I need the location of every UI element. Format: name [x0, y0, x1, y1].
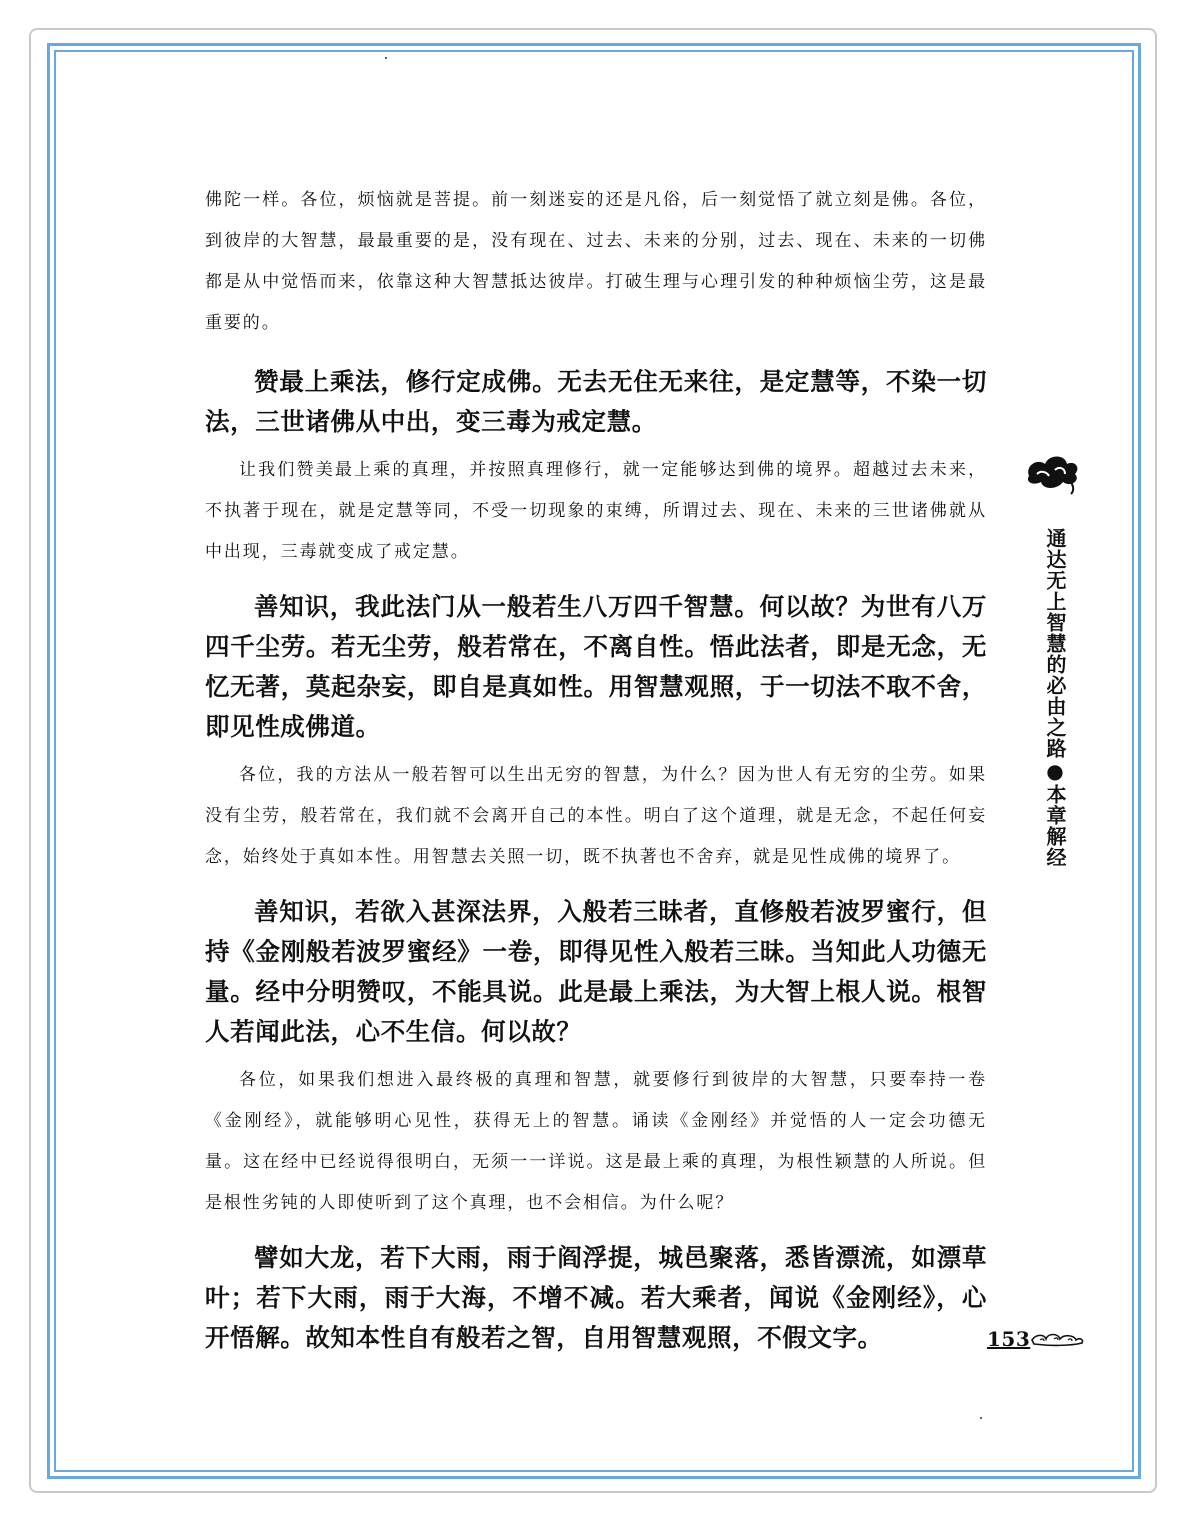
cloud-ornament-icon: [1023, 450, 1083, 498]
sutra-paragraph-4: 譬如大龙，若下大雨，雨于阎浮提，城邑聚落，悉皆漂流，如漂草叶；若下大雨，雨于大海，不增不减。若大乘者，闻说《金刚经》，心开悟解。故知本性自有般若之智，自用智慧观照，不假文字。: [205, 1243, 987, 1352]
commentary-paragraph-4: 各位，如果我们想进入最终极的真理和智慧，就要修行到彼岸的大智慧，只要奉持一卷《金刚经》，就能够明心见性，获得无上的智慧。诵读《金刚经》并觉悟的人一定会功德无量。这在经中已经说得很明白，无须一一详说。这是最上乘的真理，为根性颖慧的人所说。但是根性劣钝的人即使听到了这个真理，也不会相信。为什么呢？: [205, 1070, 987, 1213]
running-head: 通达无上智慧的必由之路●本章解经: [1043, 528, 1067, 868]
sutra-paragraph-1: 赞最上乘法，修行定成佛。无去无住无来往，是定慧等，不染一切法，三世诸佛从中出，变三毒为戒定慧。: [205, 367, 987, 436]
commentary-paragraph-3: 各位，我的方法从一般若智可以生出无穷的智慧，为什么？因为世人有无穷的尘劳。如果没有尘劳，般若常在，我们就不会离开自己的本性。明白了这个道理，就是无念，不起任何妄念，始终处于真如本性。用智慧去关照一切，既不执著也不舍弃，就是见性成佛的境界了。: [205, 765, 987, 867]
scan-speck: [980, 1417, 982, 1419]
page-body: [205, 180, 987, 1358]
scan-speck: [385, 57, 387, 59]
page-number: [987, 1327, 1086, 1351]
sutra-paragraph-3: 善知识，若欲入甚深法界，入般若三昧者，直修般若波罗蜜行，但持《金刚般若波罗蜜经》一卷，即得见性入般若三昧。当知此人功德无量。经中分明赞叹，不能具说。此是最上乘法，为大智上根人说。根智人若闻此法，心不生信。何以故？: [205, 897, 987, 1046]
cloud-scroll-icon: [1030, 1328, 1086, 1350]
commentary-paragraph-2: 让我们赞美最上乘的真理，并按照真理修行，就一定能够达到佛的境界。超越过去未来，不执著于现在，就是定慧等同，不受一切现象的束缚，所谓过去、现在、未来的三世诸佛就从中出现，三毒就变成了戒定慧。: [205, 460, 987, 562]
page-number-text: 153: [987, 1327, 1031, 1351]
sutra-paragraph-2: 善知识，我此法门从一般若生八万四千智慧。何以故？为世有八万四千尘劳。若无尘劳，般若常在，不离自性。悟此法者，即是无念，无忆无著，莫起杂妄，即自是真如性。用智慧观照，于一切法不取不舍，即见性成佛道。: [205, 592, 987, 741]
commentary-paragraph-1: 佛陀一样。各位，烦恼就是菩提。前一刻迷妄的还是凡俗，后一刻觉悟了就立刻是佛。各位，到彼岸的大智慧，最最重要的是，没有现在、过去、未来的分别，过去、现在、未来的一切佛都是从中觉悟而来，依靠这种大智慧抵达彼岸。打破生理与心理引发的种种烦恼尘劳，这是最重要的。: [205, 190, 987, 333]
